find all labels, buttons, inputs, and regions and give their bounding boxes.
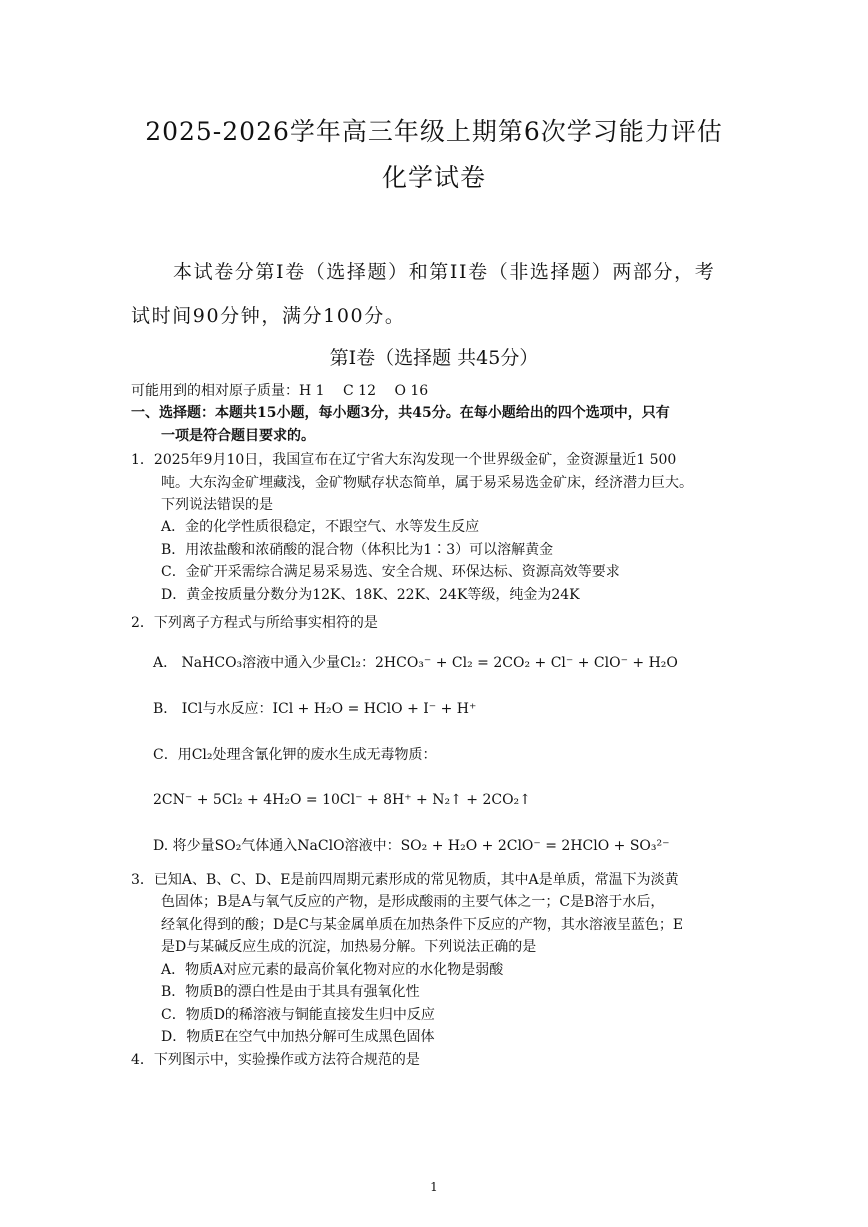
- q3-option-a: A．物质A对应元素的最高价氧化物对应的水化物是弱酸: [161, 962, 504, 978]
- instruction-line-1: 一、选择题：本题共15小题，每小题3分，共45分。在每小题给出的四个选项中，只有: [131, 405, 670, 421]
- q2-option-b: [153, 699, 476, 719]
- q1-stem-line-2: 吨。大东沟金矿埋藏浅，金矿物赋存状态简单，属于易采易选金矿床，经济潜力巨大。: [161, 475, 693, 491]
- q1-option-b: B．用浓盐酸和浓硝酸的混合物（体积比为1∶3）可以溶解黄金: [161, 542, 554, 558]
- q1-option-a: A．金的化学性质很稳定，不跟空气、水等发生反应: [161, 519, 480, 535]
- q3-stem-line-3: 经氧化得到的酸；D是C与某金属单质在加热条件下反应的产物，其水溶液呈蓝色；E: [161, 917, 684, 933]
- q3-stem-line-4: 是D与某碱反应生成的沉淀，加热易分解。下列说法正确的是: [161, 939, 537, 955]
- q2-option-d: [153, 836, 670, 856]
- q3-option-c: C．物质D的稀溶液与铜能直接发生归中反应: [161, 1007, 435, 1023]
- q2-option-d-text: D. 将少量SO₂气体通入NaClO溶液中：: [153, 838, 401, 854]
- exam-title: 2025-2026学年高三年级上期第6次学习能力评估: [145, 117, 723, 146]
- q1-stem-line-3: 下列说法错误的是: [161, 497, 273, 513]
- q2-stem: 2．下列离子方程式与所给事实相符的是: [131, 615, 378, 631]
- q2-option-c-equation: 2CN⁻ + 5Cl₂ + 4H₂O = 10Cl⁻ + 8H⁺ + N₂↑ + 2CO₂↑: [153, 792, 531, 808]
- q1-stem-line-1: 1．2025年9月10日，我国宣布在辽宁省大东沟发现一个世界级金矿，金资源量近1 500: [131, 452, 677, 468]
- intro-line-1: 本试卷分第Ⅰ卷（选择题）和第II卷（非选择题）两部分，考: [173, 261, 716, 283]
- page-number: 1: [430, 1180, 438, 1194]
- q3-option-d: D．物质E在空气中加热分解可生成黑色固体: [161, 1029, 435, 1045]
- exam-subtitle: 化学试卷: [381, 163, 486, 192]
- q4-stem: 4．下列图示中，实验操作或方法符合规范的是: [131, 1052, 420, 1068]
- q2-option-a: [153, 653, 678, 673]
- q2-option-c-text: C．用Cl₂处理含氰化钾的废水生成无毒物质：: [153, 747, 437, 763]
- intro-line-2: 试时间90分钟，满分100分。: [131, 305, 406, 327]
- q2-option-b-text: B． ICl与水反应：: [153, 701, 273, 717]
- q3-option-b: B．物质B的漂白性是由于其具有强氧化性: [161, 984, 420, 1000]
- atomic-masses: 可能用到的相对原子质量：H 1 C 12 O 16: [131, 383, 429, 399]
- q1-option-d: D．黄金按质量分数分为12K、18K、22K、24K等级，纯金为24K: [161, 587, 580, 603]
- q2-option-d-equation: SO₂ + H₂O + 2ClO⁻ = 2HClO + SO₃²⁻: [400, 838, 670, 854]
- section-title: 第I卷（选择题 共45分）: [329, 347, 539, 369]
- q1-option-c: C．金矿开采需综合满足易采易选、安全合规、环保达标、资源高效等要求: [161, 564, 620, 580]
- q2-option-b-equation: ICl + H₂O = HClO + I⁻ + H⁺: [272, 701, 477, 717]
- q2-option-a-text: A． NaHCO₃溶液中通入少量Cl₂：: [153, 655, 375, 671]
- q3-stem-line-2: 色固体；B是A与氧气反应的产物，是形成酸雨的主要气体之一；C是B溶于水后，: [161, 894, 665, 910]
- q3-stem-line-1: 3．已知A、B、C、D、E是前四周期元素形成的常见物质，其中A是单质，常温下为淡黄: [131, 872, 679, 888]
- q2-option-a-equation: 2HCO₃⁻ + Cl₂ = 2CO₂ + Cl⁻ + ClO⁻ + H₂O: [374, 655, 678, 671]
- instruction-line-2: 一项是符合题目要求的。: [161, 428, 315, 444]
